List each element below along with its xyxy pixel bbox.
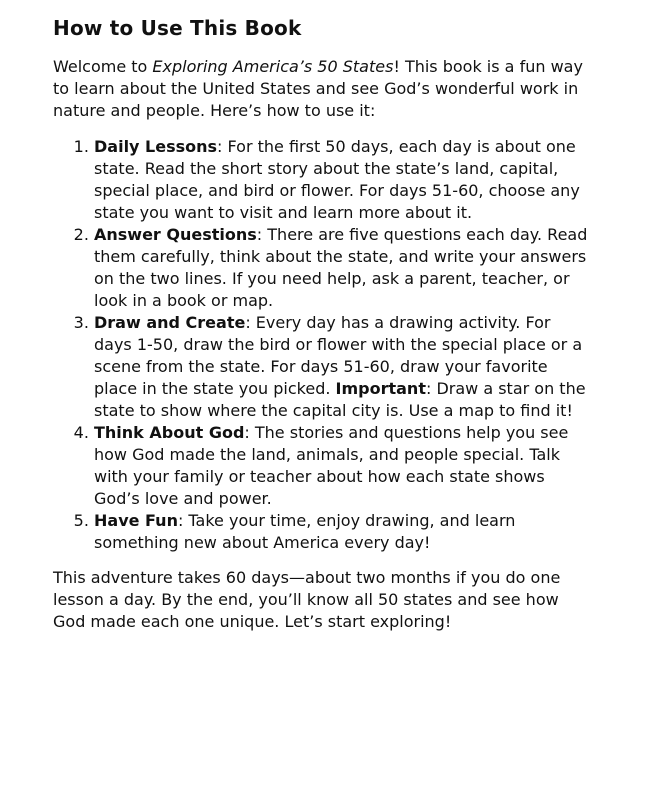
- intro-after: ! This book is a fun way to learn about the United States and see God’s wonderful work in nature and people. Here’s how to use it:: [53, 57, 583, 120]
- step-item: [94, 224, 588, 312]
- step-text: : The stories and questions help you see how God made the land, animals, and people special. Talk with your family or teacher about how each state shows God’s love and power.: [94, 423, 569, 508]
- step-text: : Draw a star on the state to show where the capital city is. Use a map to find it!: [94, 379, 586, 420]
- intro-paragraph: [53, 56, 588, 122]
- steps-list: [53, 136, 588, 554]
- section-heading: How to Use This Book: [53, 16, 302, 40]
- step-item: [94, 510, 588, 554]
- closing-paragraph: This adventure takes 60 days—about two months if you do one lesson a day. By the end, you’ll know all 50 states and see how God made each one unique. Let’s start exploring!: [53, 568, 561, 631]
- step-label: Have Fun: [94, 511, 178, 530]
- step-text: : For the first 50 days, each day is about one state. Read the short story about the state’s land, capital, special place, and bird or flower. For days 51-60, choose any state you want to visit and learn more about it.: [94, 137, 580, 222]
- page: [53, 14, 588, 633]
- step-text: : Every day has a drawing activity. For days 1-50, draw the bird or flower with the special place or a scene from the state. For days 51-60, draw your favorite place in the state you picked.: [94, 313, 583, 398]
- step-text: : Take your time, enjoy drawing, and learn something new about America every day!: [94, 511, 516, 552]
- important-label: Important: [335, 379, 426, 398]
- intro-before: Welcome to: [53, 57, 153, 76]
- step-item: [94, 136, 588, 224]
- book-title: Exploring America’s 50 States: [152, 57, 394, 76]
- step-item: [94, 312, 588, 422]
- step-text: : There are five questions each day. Read them carefully, think about the state, and write your answers on the two lines. If you need help, ask a parent, teacher, or look in a book or map.: [94, 225, 588, 310]
- step-label: Draw and Create: [94, 313, 246, 332]
- step-label: Answer Questions: [94, 225, 257, 244]
- step-label: Daily Lessons: [94, 137, 218, 156]
- step-item: [94, 422, 588, 510]
- step-label: Think About God: [94, 423, 245, 442]
